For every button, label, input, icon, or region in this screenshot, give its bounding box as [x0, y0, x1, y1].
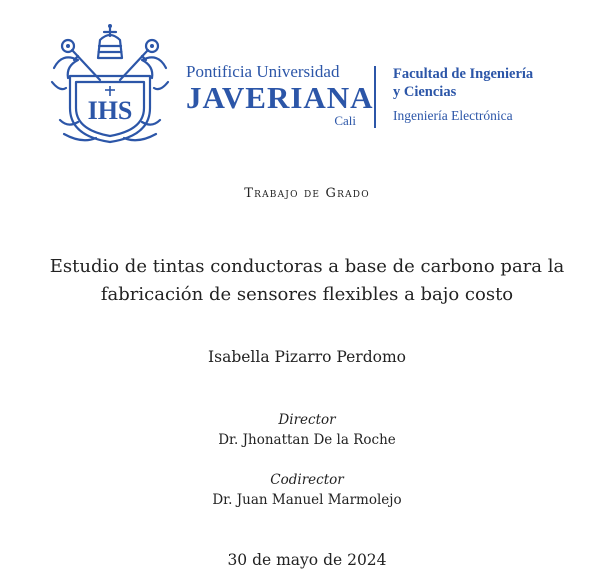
crest-monogram: IHS: [87, 96, 133, 125]
document-date: 30 de mayo de 2024: [227, 551, 387, 569]
university-campus: Cali: [334, 113, 356, 128]
university-header: [0, 0, 614, 160]
faculty-name-line2: y Ciencias: [393, 84, 457, 100]
faculty-block: [393, 66, 603, 130]
university-wordmark: [186, 62, 374, 132]
faculty-name-line1: Facultad de Ingeniería: [393, 66, 534, 82]
university-crest-logo: [48, 22, 172, 146]
author-name: Isabella Pizarro Perdomo: [208, 348, 406, 366]
director-name: Dr. Jhonattan De la Roche: [218, 432, 396, 448]
university-name-line2: JAVERIANA: [186, 80, 374, 115]
document-title-line2: fabricación de sensores flexibles a bajo costo: [100, 284, 514, 305]
department-name: Ingeniería Electrónica: [393, 108, 513, 123]
document-title-line1: Estudio de tintas conductoras a base de carbono para la: [49, 256, 565, 277]
header-divider: [374, 66, 376, 128]
director-label: Director: [278, 412, 336, 428]
university-name-line1: Pontificia Universidad: [186, 62, 340, 81]
work-type: Trabajo de Grado: [244, 186, 370, 201]
codirector-label: Codirector: [270, 472, 344, 488]
codirector-name: Dr. Juan Manuel Marmolejo: [212, 492, 402, 508]
